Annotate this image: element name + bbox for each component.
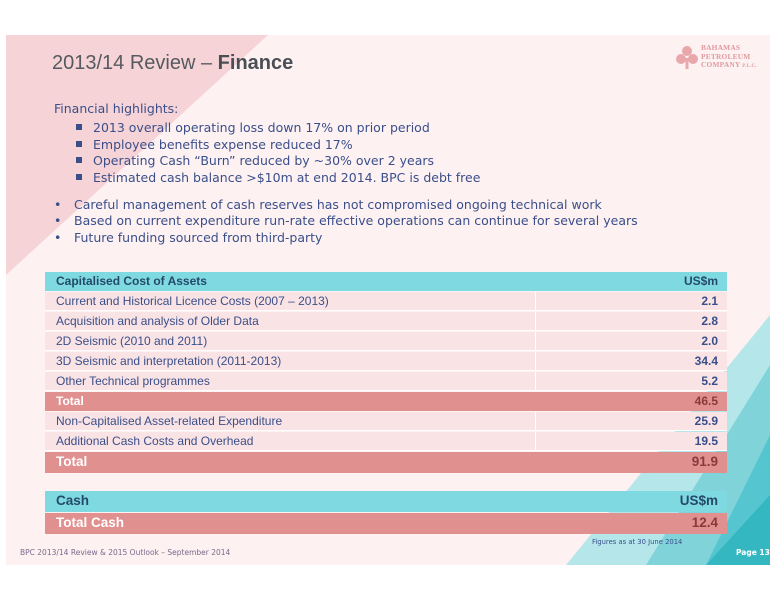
bullet-dot-icon: • (54, 230, 62, 245)
table-row: Additional Cash Costs and Overhead 19.5 (45, 432, 727, 451)
figures-note: Figures as at 30 June 2014 (592, 538, 683, 546)
total-row: Total 91.9 (45, 452, 727, 473)
total-cash-row: Total Cash 12.4 (45, 513, 727, 534)
highlights-heading: Financial highlights: (54, 101, 179, 116)
page-number: Page 13 (736, 548, 770, 557)
square-bullet-icon (76, 174, 82, 180)
highlight-item: Estimated cash balance >$10m at end 2014. BPC is debt free (76, 170, 480, 185)
logo-text: BAHAMAS PETROLEUM COMPANY P.L.C. (701, 43, 757, 69)
slide (6, 35, 770, 565)
bullet-item: • Based on current expenditure run-rate effective operations can continue for several years (54, 213, 638, 228)
square-bullet-icon (76, 141, 82, 147)
highlight-item: 2013 overall operating loss down 17% on prior period (76, 120, 430, 135)
square-bullet-icon (76, 157, 82, 163)
company-logo (674, 42, 766, 76)
title-prefix: 2013/14 Review – (52, 52, 213, 74)
bullet-dot-icon: • (54, 197, 62, 212)
table-row: Acquisition and analysis of Older Data 2.8 (45, 312, 727, 331)
logo-mark-icon (674, 44, 700, 70)
bullet-item: • Future funding sourced from third-party (54, 230, 323, 245)
highlight-item: Employee benefits expense reduced 17% (76, 137, 353, 152)
cash-table-header: Cash US$m (45, 491, 727, 512)
highlight-item: Operating Cash “Burn” reduced by ~30% over 2 years (76, 153, 434, 168)
page-title (52, 52, 293, 75)
table-row: 2D Seismic (2010 and 2011) 2.0 (45, 332, 727, 351)
bullet-dot-icon: • (54, 213, 62, 228)
table-row: Non-Capitalised Asset-related Expenditure 25.9 (45, 412, 727, 431)
square-bullet-icon (76, 124, 82, 130)
subtotal-row: Total 46.5 (45, 392, 727, 411)
assets-table-header: Capitalised Cost of Assets US$m (45, 272, 727, 291)
table-row: Other Technical programmes 5.2 (45, 372, 727, 391)
table-row: 3D Seismic and interpretation (2011-2013) 34.4 (45, 352, 727, 371)
bullet-item: • Careful management of cash reserves has not compromised ongoing technical work (54, 197, 602, 212)
table-row: Current and Historical Licence Costs (2007 – 2013) 2.1 (45, 292, 727, 311)
footer-text: BPC 2013/14 Review & 2015 Outlook – September 2014 (20, 548, 231, 557)
title-emphasis: Finance (217, 52, 294, 74)
